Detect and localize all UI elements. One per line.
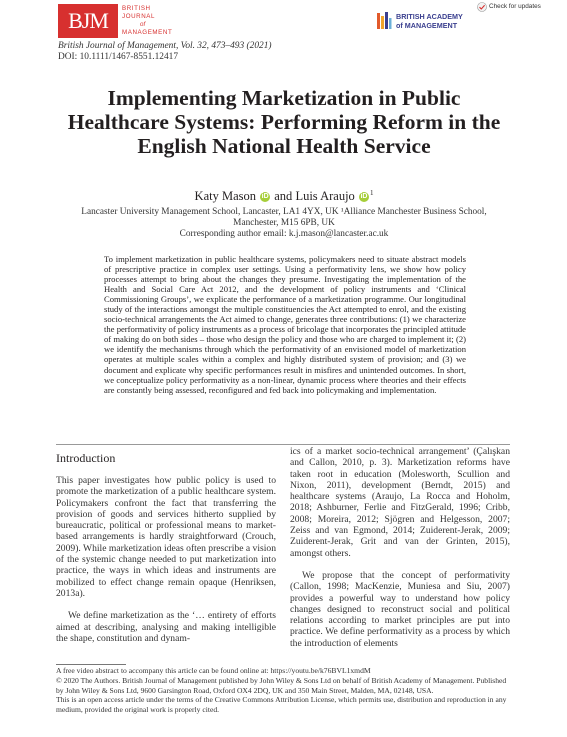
footnote-divider — [56, 664, 126, 665]
body-column-left — [56, 475, 276, 644]
doi-link[interactable]: DOI: 10.1111/1467-8551.12417 — [58, 52, 179, 62]
academy-logo-line: of MANAGEMENT — [396, 21, 458, 30]
journal-logo-line: of — [140, 21, 146, 28]
author-name[interactable]: Luis Araujo — [295, 189, 355, 203]
check-updates-label: Check for updates — [489, 3, 541, 10]
author-separator: and — [271, 189, 296, 203]
academy-logo — [376, 9, 486, 35]
corresponding-author[interactable]: Corresponding author email: k.j.mason@lancaster.ac.uk — [179, 229, 389, 239]
journal-logo-mark: BJM — [58, 4, 118, 38]
author-line — [60, 189, 508, 204]
affiliations — [58, 207, 510, 240]
journal-logo-text — [122, 5, 182, 37]
body-column-right — [290, 446, 510, 649]
affiliation-marker: 1 — [369, 189, 374, 197]
journal-logo-line: JOURNAL — [122, 13, 156, 20]
paragraph: ics of a market socio-technical arrangement’ (Çalışkan and Callon, 2010, p. 3). Marketization reforms have taken root in education (Molesworth, Scullion and Nixon, 2011), development (Berndt, 2015) and healthcare systems (Araujo, La Rocca and Hoholm, 2018; Ashburner, Ferlie and FitzGerald, 1996; Cribb, 2008; Moreira, 2012; Sjögren and Helgesson, 2007; Zeiss and van Egmond, 2014; Zuiderent-Jerak, 2009; Zuiderent-Jerak, Grit and van der Grinten, 2015), amongst others. — [290, 446, 510, 559]
academy-crest-icon — [376, 11, 392, 31]
orcid-icon[interactable]: iD — [360, 193, 368, 200]
paragraph: This paper investigates how public policy is used to promote the marketization of a public healthcare system. Policymakers confront the fact that transferring the provision of goods and services hitherto supplied by bureaucratic, political or professional means to market-based arrangements is hardly straightforward (Crouch, 2009). While marketization ideas often prescribe a vision of the systemic change needed to put marketization into practice, the ways in which ideas and instruments are mobilized to effect change remain opaque (Henriksen, 2013a). — [56, 475, 276, 599]
section-heading: Introduction — [56, 451, 116, 465]
copyright-note: © 2020 The Authors. British Journal of Management published by John Wiley & Sons Ltd on behalf of British Academy of Management. Published by John Wiley & Sons Ltd, 9600 Garsington Road, Oxford OX4 2DQ, UK and 350 Main Street, Malden, MA, 02148, USA. — [56, 676, 507, 695]
footnotes — [56, 666, 510, 714]
affiliation-text: Lancaster University Management School, Lancaster, LA1 4YX, UK ¹Alliance Manchester Business School, Manchester, M15 6PB, UK — [81, 207, 487, 228]
author-name[interactable]: Katy Mason — [194, 189, 256, 203]
journal-citation: British Journal of Management, Vol. 32, 473–493 (2021) — [58, 41, 272, 51]
license-note: This is an open access article under the terms of the Creative Commons Attribution License, which permits use, distribution and reproduction in any medium, provided the original work is properly cited. — [56, 695, 507, 714]
journal-logo-line: BRITISH — [122, 5, 151, 12]
orcid-icon[interactable]: iD — [261, 193, 269, 200]
paragraph: We propose that the concept of performativity (Callon, 1998; MacKenzie, Muniesa and Siu, 2007) provides a powerful way to understand how policy changes designed to reconstruct social and political relations according to market principles are put into practice. We define performativity as a process by which the introduction of elements — [290, 569, 510, 649]
paragraph: We define marketization as the ‘… entirety of efforts aimed at describing, analysing and making intelligible the shape, constitution and dynam- — [56, 610, 276, 644]
journal-logo-line: MANAGEMENT — [122, 29, 173, 36]
section-divider — [56, 444, 510, 445]
article-title: Implementing Marketization in Public Healthcare Systems: Performing Reform in the English National Health Service — [67, 86, 501, 158]
journal-logo — [58, 4, 173, 38]
academy-logo-text — [396, 12, 463, 30]
check-updates-icon — [477, 2, 487, 12]
abstract: To implement marketization in public healthcare systems, policymakers need to situate abstract models of prescriptive practice in complex user settings. Using a performativity lens, we show how policy processes attempt to bring about the changes they presume. Investigating the implementation of the Health and Social Care Act 2012, and the development of policy instruments and ‘Clinical Commissioning Groups’, we explicate the performance of a marketization programme. Our longitudinal study of the interactions amongst the multiple constituencies the Act attempted to enrol, and the existing socio-technical arrangements the Act aimed to change, generates three contributions: (1) we characterize the performativity of policy instruments as a process of bricolage that incorporates the principled attitude of making do on both sides – those who design the policy and those who are charged to implement it; (2) we identify the mechanisms through which the performativity of an envisioned model of marketization operates at multiple scales within a complex and highly distributed system of provision; and (3) we document and explicate why specific performances result in misfires and unintended outcomes. In short, we conceptualize policy performativity as a non-linear, dynamic process where theories and their effects are constantly being assessed, reconfigured and fed back into policymaking and implementation. — [104, 254, 466, 395]
academy-logo-line: BRITISH ACADEMY — [396, 12, 463, 21]
video-abstract-note[interactable]: A free video abstract to accompany this article can be found online at: https://youtu.be/k76BVL1xmdM — [56, 666, 371, 675]
